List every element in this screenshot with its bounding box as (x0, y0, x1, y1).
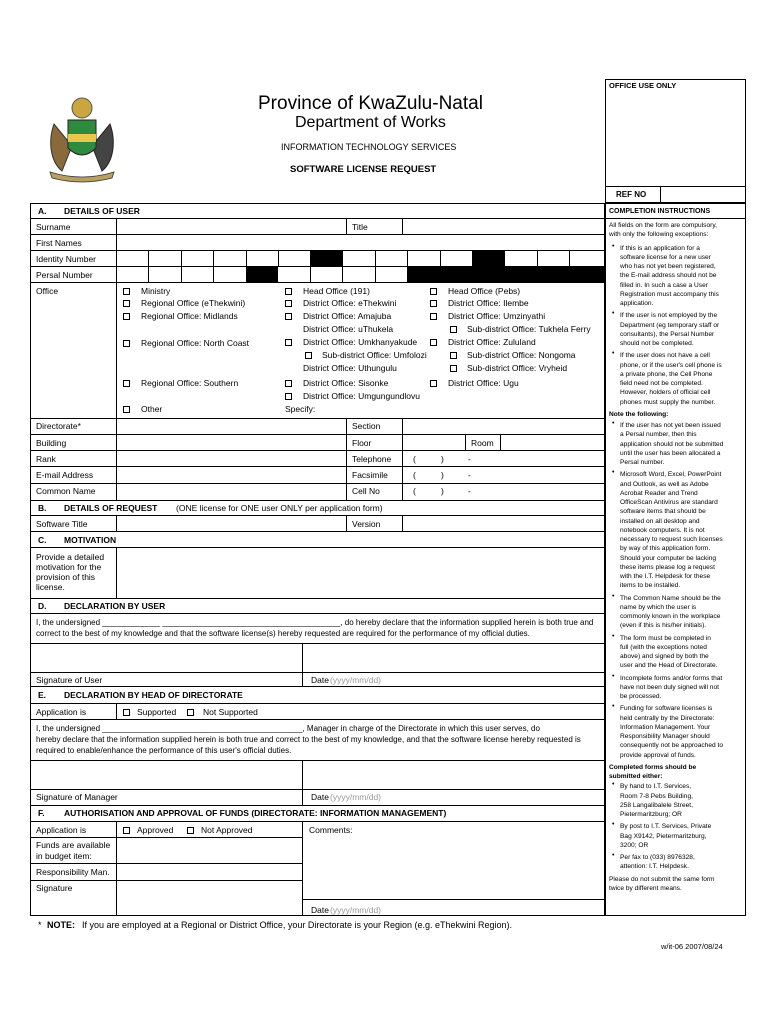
user-date-format: (yyyy/mm/dd) (330, 675, 381, 685)
regional-midlands-checkbox[interactable] (123, 313, 130, 320)
footer-note-label: NOTE: (47, 920, 75, 930)
section-b-note: (ONE license for ONE user ONLY per application form) (176, 503, 383, 513)
fax-dash: - (468, 470, 471, 480)
manager-declaration-line3: required to enable/enhance the performance of this user's official duties. (36, 746, 292, 755)
office-option: Regional Office (eThekwini) (141, 298, 246, 308)
submitted-title: submitted either: (609, 773, 663, 780)
instruction-bullet-line: Bag X9142, Pietermaritzburg, (620, 832, 707, 840)
instruction-bullet-line: Incomplete forms and/or forms that (620, 674, 723, 682)
office-option: District Office: eThekwini (303, 298, 397, 308)
section-f-title: AUTHORISATION AND APPROVAL OF FUNDS (DIRECTORATE: INFORMATION MANAGEMENT) (64, 808, 447, 818)
email-label: E-mail Address (36, 470, 94, 480)
footer-note-star: * (38, 920, 42, 930)
supported-checkbox[interactable] (123, 709, 130, 716)
rank-field[interactable] (117, 451, 345, 466)
common-name-label: Common Name (36, 486, 96, 496)
cell-dash: - (468, 486, 471, 496)
user-signature-label: Signature of User (36, 675, 103, 685)
bullet-icon: • (612, 781, 615, 789)
funds-label-2: in budget item: (36, 851, 92, 861)
bullet-icon: • (612, 242, 615, 250)
instruction-bullet-line: software license for a new user (620, 253, 711, 261)
office-option: Ministry (141, 286, 171, 296)
office-option: Other (141, 404, 163, 414)
bullet-icon: • (612, 821, 615, 829)
instruction-bullet-line: notebook computers. It is not (620, 526, 705, 534)
section-f-letter: F. (38, 808, 45, 818)
office-label: Office (36, 286, 59, 296)
office-option: Sub-district Office: Vryheid (467, 363, 568, 373)
section-e-title: DECLARATION BY HEAD OF DIRECTORATE (64, 690, 243, 700)
instruction-bullet-line: these items please log a request (620, 563, 715, 571)
instruction-bullet-line: If the user is not employed by the (620, 312, 718, 320)
province-title: Province of KwaZulu-Natal (258, 93, 483, 114)
instruction-bullet-line: by way of this application form. (620, 545, 711, 553)
district-ilembe-checkbox[interactable] (430, 300, 437, 307)
approved-checkbox[interactable] (123, 827, 130, 834)
manager-signature-label: Signature of Manager (36, 792, 118, 802)
software-title-field[interactable] (117, 516, 345, 531)
office-option: District Office: Zululand (448, 337, 536, 347)
instruction-bullet-line: application should not be submitted (620, 440, 724, 448)
office-option: Sub-district Office: Umfolozi (322, 350, 427, 360)
instruction-bullet-line: The form must be completed in (620, 634, 711, 642)
division-title: INFORMATION TECHNOLOGY SERVICES (281, 142, 457, 152)
floor-label: Floor (352, 438, 372, 448)
instruction-bullet-line: Persal number. (620, 459, 665, 466)
persal-number-cells[interactable] (116, 266, 605, 282)
section-d-letter: D. (38, 601, 47, 611)
instruction-bullet-line: provide approval of funds. (620, 751, 696, 759)
instruction-bullet-line: the E-mail address should not be (620, 272, 717, 280)
instruction-bullet-line: phone, or if the user's cell phone is (620, 361, 722, 369)
supported-label: Supported (137, 707, 177, 717)
motivation-prompt: license. (36, 582, 65, 592)
fax-open: ( (413, 470, 416, 480)
regional-ethekwini-checkbox[interactable] (123, 300, 130, 307)
instruction-bullet-line: By hand to I.T. Services, (620, 783, 692, 791)
instruction-bullet-line: with the I.T. Helpdesk for these (620, 573, 711, 580)
cell-open: ( (413, 486, 416, 496)
bullet-icon: • (612, 469, 615, 477)
subdistrict-umfolozi-checkbox[interactable] (305, 352, 312, 359)
manager-date-label: Date (311, 792, 329, 802)
fax-close: ) (441, 470, 444, 480)
not-supported-checkbox[interactable] (187, 709, 194, 716)
section-b-letter: B. (38, 503, 47, 513)
bullet-icon: • (612, 592, 615, 600)
not-approved-label: Not Approved (201, 825, 253, 835)
surname-label: Surname (36, 222, 71, 232)
office-option: District Office: Amajuba (303, 311, 392, 321)
district-umgungundlovu-checkbox[interactable] (285, 393, 292, 400)
instruction-bullet-line: If the user has not yet been issued (620, 422, 721, 429)
user-declaration-line1: I, the undersigned _____________ ________________________________________, do hereby declare that the information supplied herein is both true and (36, 618, 594, 627)
instruction-bullet-line: 3200; OR (620, 841, 649, 849)
district-umzinyathi-checkbox[interactable] (430, 313, 437, 320)
instruction-bullet-line: Registration must accompany this (620, 290, 719, 298)
instruction-bullet-line: consultants), the Persal Number (620, 330, 715, 338)
instruction-bullet-line: have not been duly signed will not (620, 683, 719, 691)
section-e-letter: E. (38, 690, 47, 700)
not-approved-checkbox[interactable] (187, 827, 194, 834)
ref-no-label: REF NO (616, 190, 647, 199)
section-label: Section (352, 421, 381, 431)
software-title-label: Software Title (36, 519, 88, 529)
subdistrict-tukhela-checkbox[interactable] (450, 326, 457, 333)
instruction-bullet-line: until the user has been allocated a (620, 449, 721, 457)
comments-field[interactable] (303, 836, 604, 898)
instruction-bullet-line: (even if this is his/her initials). (620, 622, 707, 630)
instruction-bullet-line: 258 Langalibalele Street, (620, 801, 693, 809)
bullet-icon: • (612, 632, 615, 640)
regional-north-coast-checkbox[interactable] (123, 340, 130, 347)
district-ethekwini-checkbox[interactable] (285, 300, 292, 307)
approved-label: Approved (137, 825, 174, 835)
head-office-191-checkbox[interactable] (285, 288, 292, 295)
district-sisonke-checkbox[interactable] (285, 380, 292, 387)
instruction-bullet-line: a Persal number, then this (620, 431, 697, 439)
subdistrict-nongoma-checkbox[interactable] (450, 352, 457, 359)
f-signature-field[interactable] (117, 881, 301, 915)
subdistrict-vryheid-checkbox[interactable] (450, 365, 457, 372)
section-c-title: MOTIVATION (64, 535, 117, 545)
telephone-label: Telephone (352, 454, 392, 464)
office-use-box (605, 79, 746, 203)
instruction-bullet-line: name by which the user is (620, 603, 697, 611)
facsimile-label: Facsimile (352, 470, 388, 480)
bullet-icon: • (612, 703, 615, 711)
common-name-field[interactable] (117, 484, 345, 499)
instruction-bullet-line: attention: I.T. Helpdesk. (620, 863, 689, 871)
motivation-prompt: provision of this (36, 572, 96, 582)
ministry-checkbox[interactable] (123, 288, 130, 295)
instruction-bullet-line: Pietermaritzburg; OR (620, 811, 682, 818)
instruction-bullet-line: user and the Head of Directorate. (620, 662, 718, 670)
instruction-bullet-line: phones must supply the number. (620, 398, 716, 406)
instruction-bullet-line: Information Management. Your (620, 723, 711, 731)
manager-declaration-line1: I, the undersigned _____________________________________________, Manager in charge of the Directorate in which this user serves, do (36, 724, 540, 733)
instruction-bullet-line: filled in. In such a case a User (620, 281, 708, 289)
instruction-bullet-line: full (with the exceptions noted (620, 643, 707, 651)
instruction-bullet-line: commonly known in the workplace (620, 613, 721, 620)
instruction-bullet-line: Responsibility Manager should (620, 733, 710, 740)
closing-line: twice by different means. (609, 884, 682, 892)
directorate-field[interactable] (117, 419, 345, 434)
office-option: Regional Office: Southern (141, 378, 239, 388)
office-option: Head Office (Pebs) (448, 286, 521, 296)
submitted-title: Completed forms should be (609, 763, 697, 771)
user-signature-field[interactable] (31, 644, 301, 672)
manager-declaration-line2: hereby declare that the information supplied herein is both true and correct to the best of my knowledge, and that the software license hereby requested is (36, 735, 581, 744)
building-field[interactable] (117, 435, 345, 450)
bullet-icon: • (612, 350, 615, 358)
funds-label: Funds are available (36, 840, 111, 850)
comments-label: Comments: (309, 825, 353, 835)
district-amajuba-checkbox[interactable] (285, 313, 292, 320)
instruction-bullet-line: should not be completed. (620, 340, 694, 347)
not-supported-label: Not Supported (203, 707, 258, 717)
instruction-bullet-line: items to be installed. (620, 582, 681, 590)
district-zululand-checkbox[interactable] (430, 339, 437, 346)
office-option: District Office: Umzinyathi (448, 311, 546, 321)
instruction-bullet-line: Per fax to (033) 8976328, (620, 854, 695, 861)
cell-close: ) (441, 486, 444, 496)
instruction-bullet-line: application. (620, 300, 654, 307)
section-a-title: DETAILS OF USER (64, 206, 140, 216)
room-label: Room (471, 438, 494, 448)
instruction-bullet-line: a private phone, the Cell Phone (620, 370, 713, 378)
instruction-bullet-line: Microsoft Word, Excel, PowerPoint (620, 471, 722, 479)
instruction-bullet-line: field need not be completed. (620, 380, 703, 387)
instruction-bullet-line: By post to I.T. Services, Private (620, 823, 712, 831)
office-option: Sub-district Office: Tukhela Ferry (467, 324, 591, 334)
instruction-bullet-line: Acrobat Reader and Trend (620, 489, 698, 497)
instruction-intro-line: All fields on the form are compulsory, (609, 222, 717, 229)
office-option: District Office: Ilembe (448, 298, 529, 308)
f-application-is-label: Application is (36, 825, 87, 835)
motivation-prompt: Provide a detailed (36, 552, 105, 562)
instruction-bullet-line: who has not yet been registered, (620, 263, 716, 270)
head-office-pebs-checkbox[interactable] (430, 288, 437, 295)
instruction-bullet-line: consequently not be approached to (620, 742, 724, 750)
department-title: Department of Works (295, 114, 446, 131)
instruction-bullet-line: Room 7-8 Pebs Building, (620, 792, 693, 800)
surname-field[interactable] (117, 219, 345, 234)
instruction-intro-line: with only the following exceptions: (609, 231, 709, 239)
instruction-bullet-line: If this is an application for a (620, 244, 700, 252)
instruction-bullet-line: Should your computer be lacking (620, 554, 717, 562)
manager-signature-field[interactable] (31, 761, 301, 789)
building-label: Building (36, 438, 67, 448)
completion-instructions-title: COMPLETION INSTRUCTIONS (609, 208, 711, 215)
instruction-bullet-line: Funding for software licenses is (620, 705, 713, 713)
bullet-icon: • (612, 420, 615, 427)
instruction-bullet-line: necessary to request such licenses (620, 536, 723, 543)
district-ugu-checkbox[interactable] (430, 380, 437, 387)
bullet-icon: • (612, 852, 615, 859)
f-date-label: Date (311, 905, 329, 915)
footer-note-text: If you are employed at a Regional or District Office, your Directorate is your Region (e.g. eThekwini Region). (82, 920, 513, 930)
f-signature-label: Signature (36, 883, 73, 893)
phone-close: ) (441, 454, 444, 464)
phone-dash: - (468, 454, 471, 464)
e-application-is-label: Application is (36, 707, 87, 717)
instruction-bullet-line: be processed. (620, 693, 662, 700)
closing-line: Please do not submit the same form (609, 875, 715, 883)
phone-open: ( (413, 454, 416, 464)
office-option: District Office: Uthungulu (303, 363, 397, 373)
directorate-label: Directorate* (36, 421, 81, 431)
kzn-coat-of-arms (32, 86, 132, 186)
specify-label: Specify: (285, 404, 316, 414)
first-names-label: First Names (36, 238, 82, 248)
instruction-bullet-line: installed on all desktop and (620, 517, 700, 525)
instruction-bullet-line: above) and signed by both the (620, 653, 709, 660)
section-field[interactable] (403, 419, 604, 434)
cell-no-label: Cell No (352, 486, 380, 496)
user-declaration-line2: correct to the best of my knowledge and that the software license(s) hereby requested are required for the performance of my official duties. (36, 629, 530, 638)
section-b-title: DETAILS OF REQUEST (64, 503, 158, 513)
form-code: w/it-06 2007/08/24 (661, 942, 723, 951)
office-use-label: OFFICE USE ONLY (609, 81, 677, 90)
email-field[interactable] (117, 467, 345, 482)
title-label: Title (352, 222, 368, 232)
budget-item-field[interactable] (117, 838, 301, 863)
version-label: Version (352, 519, 381, 529)
bullet-icon: • (612, 310, 615, 318)
office-option: Head Office (191) (303, 286, 370, 296)
instruction-bullet-line: However, holders of official cell (620, 389, 711, 397)
version-field[interactable] (403, 516, 604, 531)
bullet-icon: • (612, 672, 615, 680)
section-c-letter: C. (38, 535, 47, 545)
title-field[interactable] (403, 219, 604, 234)
form-title: SOFTWARE LICENSE REQUEST (290, 164, 437, 175)
identity-number-label: Identity Number (36, 254, 96, 264)
first-names-field[interactable] (117, 235, 604, 250)
office-option: Sub-district Office: Nongoma (467, 350, 576, 360)
office-option: Regional Office: North Coast (141, 338, 250, 348)
office-option: District Office: Ugu (448, 378, 519, 388)
other-office-checkbox[interactable] (123, 406, 130, 413)
section-a-letter: A. (38, 206, 47, 216)
instruction-bullet-line: OfficeScan Antivirus are standard (620, 499, 718, 506)
instruction-bullet-line: software items that should be (620, 508, 706, 516)
persal-number-label: Persal Number (36, 270, 93, 280)
instruction-bullet-line: and Outlook, as well as Adobe (620, 480, 709, 488)
section-d-title: DECLARATION BY USER (64, 601, 166, 611)
instruction-bullet-line: Department (eg temporary staff or (620, 321, 720, 329)
responsibility-manager-label: Responsibility Man. (36, 867, 110, 877)
regional-southern-checkbox[interactable] (123, 380, 130, 387)
office-option: District Office: Sisonke (303, 378, 389, 388)
instruction-bullet-line: If the user does not have a cell (620, 352, 710, 360)
manager-date-field[interactable] (303, 761, 604, 789)
user-date-field[interactable] (303, 644, 604, 672)
f-date-format: (yyyy/mm/dd) (330, 905, 381, 915)
manager-date-format: (yyyy/mm/dd) (330, 792, 381, 802)
instruction-bullet-line: The Common Name should be the (620, 594, 721, 602)
responsibility-manager-field[interactable] (117, 864, 301, 880)
identity-number-cells[interactable] (116, 250, 605, 266)
note-title: Note the following: (609, 410, 669, 418)
user-date-label: Date (311, 675, 329, 685)
office-option: District Office: Umgungundlovu (303, 391, 421, 401)
office-option: District Office: uThukela (303, 324, 394, 334)
rank-label: Rank (36, 454, 56, 464)
motivation-field[interactable] (117, 548, 604, 598)
district-umkhanyakude-checkbox[interactable] (285, 339, 292, 346)
motivation-prompt: motivation for the (36, 562, 102, 572)
office-option: Regional Office: Midlands (141, 311, 238, 321)
office-option: District Office: Umkhanyakude (303, 337, 418, 347)
instruction-bullet-line: held centrally by the Directorate: (620, 714, 715, 722)
